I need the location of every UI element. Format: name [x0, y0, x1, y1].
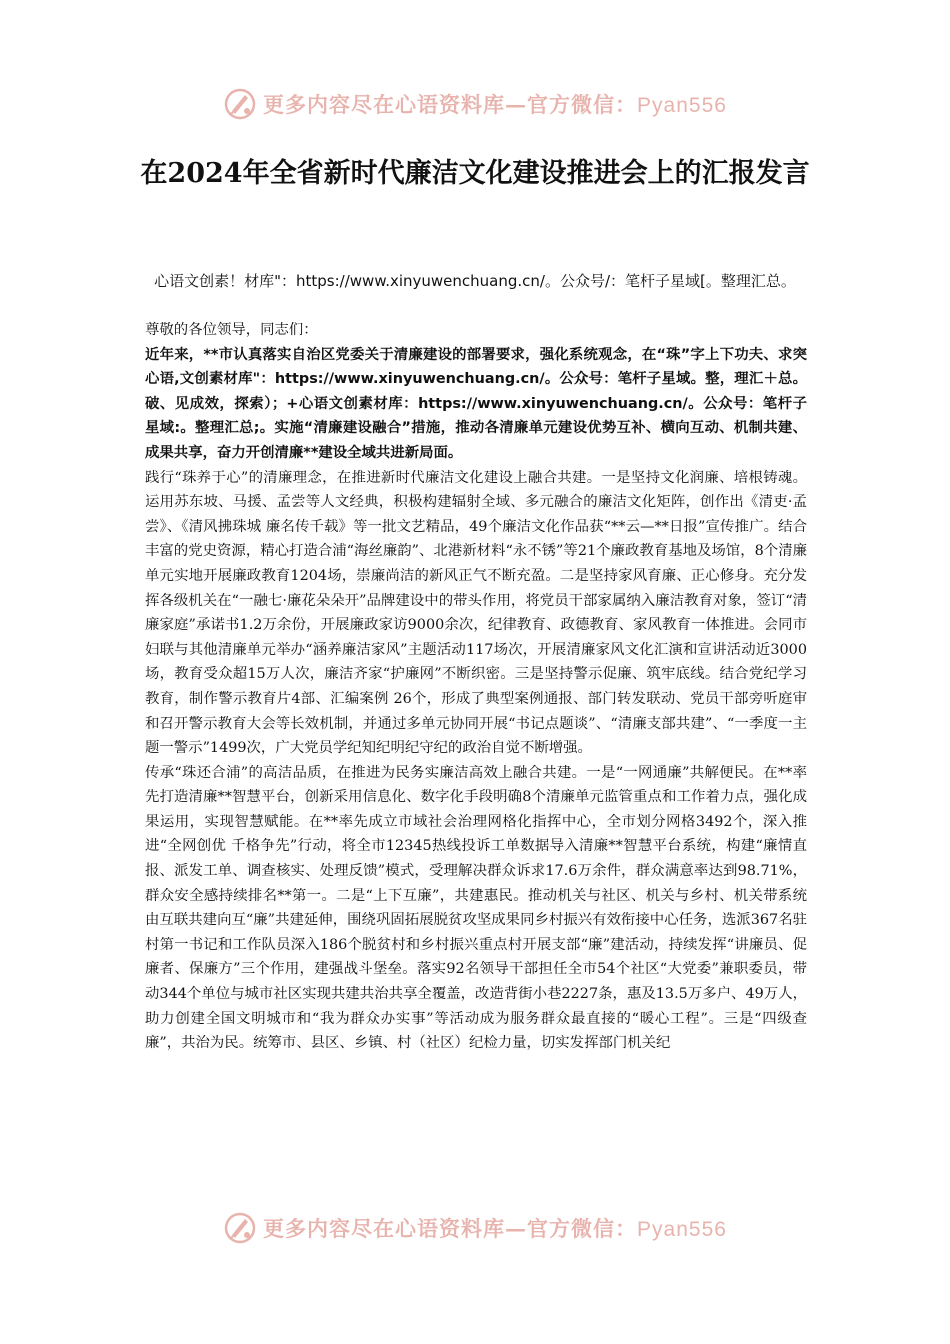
- subtitle-source: 心语文创素！材库"：https://www.xinyuwenchuang.cn/。公众号/：笔杆子星域[。整理汇总。: [154, 272, 796, 290]
- banner-text: 更多内容尽在心语资料库—官方微信：Pyan556: [263, 1216, 727, 1241]
- wechat-id: Pyan556: [637, 1218, 727, 1241]
- paragraph-service: 传承“珠还合浦”的高洁品质，在推进为民务实廉洁高效上融合共建。一是“一网通廉”共解便民。在**率先打造清廉**智慧平台，创新采用信息化、数字化手段明确8个清廉单元监管重点和工作着力点，强化成果运用，实现智慧赋能。在**率先成立市域社会治理网格化指挥中心，全市划分网格3492个，深入推进“全网创优 千格争先”行动，将全市12345热线投诉工单数据导入清廉**智慧平台系统，构建“廉情直报、派发工单、调查核实、处理反馈”模式，受理解决群众诉求17.6万余件，群众满意率达到98.71%，群众安全感持续排名**第一。二是“上下互廉”，共建惠民。推动机关与社区、机关与乡村、机关带系统由互联共建向互“廉”共建延伸，围绕巩固拓展脱贫攻坚成果同乡村振兴有效衔接中心任务，选派367名驻村第一书记和工作队员深入186个脱贫村和乡村振兴重点村开展支部“廉”建活动，持续发挥“讲廉员、促廉者、保廉方”三个作用，建强战斗堡垒。落实92名领导干部担任全市54个社区“大党委”兼职委员，带动344个单位与城市社区实现共建共治共享全覆盖，改造背街小巷2227条，惠及13.5万多户、49万人，助力创建全国文明城市和“我为群众办实事”等活动成为服务群众最直接的“暖心工程”。三是“四级查廉”，共治为民。统筹市、县区、乡镇、村（社区）纪检力量，切实发挥部门机关纪: [145, 764, 807, 1052]
- paragraph-culture: 践行“珠养于心”的清廉理念，在推进新时代廉洁文化建设上融合共建。一是坚持文化润廉、培根铸魂。运用苏东坡、马援、孟尝等人文经典，积极构建辐射全域、多元融合的廉洁文化矩阵，创作出《清吏·孟尝》、《清风拂珠城 廉名传千载》等一批文艺精品，49个廉洁文化作品获“**云—**日报”宣传推广。结合丰富的党史资源，精心打造合浦“海丝廉韵”、北港新材料“永不锈”等21个廉政教育基地及场馆，8个清廉单元实地开展廉政教育1204场，崇廉尚洁的新风正气不断充盈。二是坚持家风育廉、正心修身。充分发挥各级机关在“一融七·廉花朵朵开”品牌建设中的带头作用，将党员干部家属纳入廉洁教育对象，签订“清廉家庭”承诺书1.2万余份，开展廉政家访9000余次，纪律教育、政德教育、家风教育一体推进。会同市妇联与其他清廉单元举办“涵养廉洁家风”主题活动117场次，开展清廉家风文化汇演和宣讲活动近3000场，教育受众超15万人次，廉洁齐家“护廉网”不断织密。三是坚持警示促廉、筑牢底线。结合党纪学习教育，制作警示教育片4部、汇编案例 26个，形成了典型案例通报、部门转发联动、党员干部旁听庭审和召开警示教育大会等长效机制，并通过多单元协同开展“书记点题谈”、“清廉支部共建”、“一季度一主题一警示”1499次，广大党员学纪知纪明纪守纪的政治自觉不断增强。: [145, 469, 807, 757]
- document-body: [145, 318, 807, 1056]
- footer-banner[interactable]: [0, 1206, 950, 1250]
- logo-icon: [223, 87, 257, 121]
- page-title: 在2024年全省新时代廉洁文化建设推进会上的汇报发言: [140, 158, 810, 189]
- logo-icon: [223, 1211, 257, 1245]
- intro-paragraph: 近年来，**市认真落实自治区党委关于清廉建设的部署要求，强化系统观念，在“珠”字上下功夫、求突心语,文创素材库"：https://www.xinyuwenchuang.cn/。公众号：笔杆子星域。整，理汇＋总。破、见成效，探索）；+心语文创素材库：https://www.xinyuwenchuang.cn/。公众号：笔杆子星域:。整理汇总;。实施“清廉建设融合”措施，推动各清廉单元建设优势互补、横向互动、机制共建、成果共享，奋力开创清廉**建设全域共进新局面。: [145, 346, 807, 461]
- header-banner[interactable]: [0, 82, 950, 126]
- salutation: 尊敬的各位领导，同志们：: [145, 322, 318, 338]
- wechat-id: Pyan556: [637, 94, 727, 117]
- banner-text: 更多内容尽在心语资料库—官方微信：Pyan556: [263, 92, 727, 117]
